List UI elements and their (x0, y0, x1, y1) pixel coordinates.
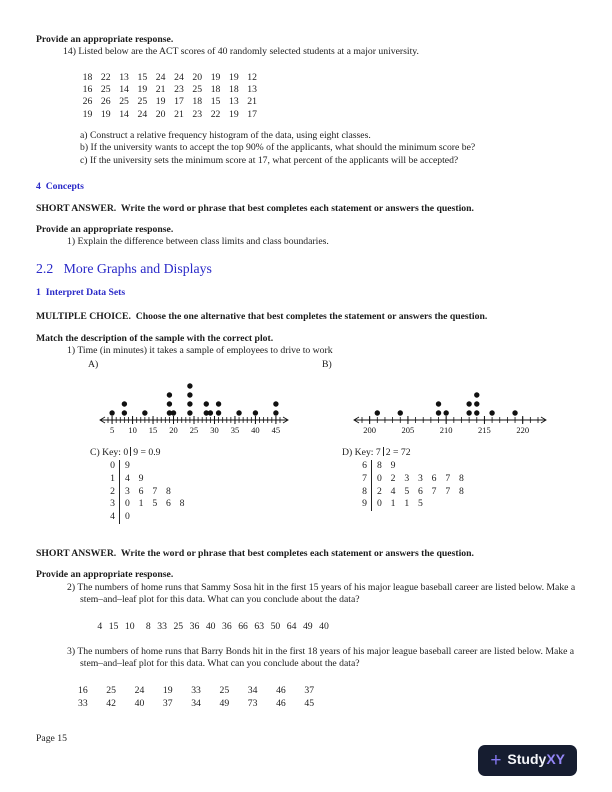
stem-value: 0 (110, 460, 115, 472)
options-a-b-row (88, 359, 576, 437)
question-14-part-a: a) Construct a relative frequency histogram of the data, using eight classes. (80, 130, 371, 141)
act-scores-row: 16 25 14 19 21 23 25 18 18 13 (82, 84, 257, 96)
leaf-values: 4 9 (119, 473, 147, 486)
data-dot (436, 410, 441, 415)
brand-name (507, 750, 565, 768)
question-14-text: Listed below are the ACT scores of 40 randomly selected students at a major university. (78, 46, 419, 58)
data-dot (474, 410, 479, 415)
short-answer-heading-1: SHORT ANSWER. Write the word or phrase that best completes each statement or answers the question. (36, 202, 474, 214)
stemleaf-row (358, 473, 576, 486)
tick-label: 45 (271, 424, 281, 435)
option-d-key: 7 2 = 72 (375, 446, 411, 458)
data-dot (208, 410, 213, 415)
data-dot (236, 410, 241, 415)
short-answer-heading-2: SHORT ANSWER. Write the word or phrase that best completes each statement or answers the question. (36, 547, 474, 559)
data-dot (466, 401, 471, 406)
tick-label: 35 (230, 424, 240, 435)
data-dot (187, 401, 192, 406)
plus-icon: + (490, 750, 502, 771)
stem-value: 9 (362, 498, 367, 510)
question-3-text: The numbers of home runs that Barry Bonds hit in the first 18 years of his major league baseball career are listed below. Make a stem–and–leaf plot for this data. What can you conclude about the data? (77, 645, 575, 670)
act-scores-row: 19 19 14 24 20 21 23 22 19 17 (82, 108, 257, 120)
stemleaf-row (106, 498, 342, 511)
concepts-heading: 4 Concepts (36, 181, 84, 193)
act-scores-table (74, 72, 576, 121)
concepts-question-1-text: Explain the difference between class limits and class boundaries. (77, 236, 329, 248)
brand-xy: XY (546, 750, 565, 767)
stemleaf-row (358, 486, 576, 499)
data-dot (436, 401, 441, 406)
section-2-2-heading: 2.2 More Graphs and Displays (36, 260, 212, 276)
bonds-data-table (78, 685, 576, 711)
tick-label: 25 (189, 424, 199, 435)
data-dot (167, 401, 172, 406)
data-dot (187, 410, 192, 415)
data-dot (109, 410, 114, 415)
leaf-values: 0 1 1 5 (371, 498, 426, 511)
data-dot (474, 392, 479, 397)
data-dot (204, 401, 209, 406)
tick-label: 10 (128, 424, 137, 435)
data-dot (216, 410, 221, 415)
page-number: Page 15 (36, 733, 67, 744)
dotplot-b (352, 374, 548, 438)
tick-label: 15 (148, 424, 158, 435)
question-3-bonds (36, 646, 576, 671)
stemleaf-d (358, 460, 576, 511)
option-a-label: A) (88, 359, 99, 371)
multiple-choice-heading: MULTIPLE CHOICE. Choose the one alternative that best completes the statement or answers the question. (36, 311, 488, 323)
question-14 (36, 46, 576, 58)
option-b-label: B) (322, 359, 332, 371)
option-c-key-line (90, 447, 342, 459)
data-dot (122, 410, 127, 415)
brand-study: Study (507, 750, 547, 767)
stem-value: 2 (110, 485, 115, 497)
bonds-data-row: 33 42 40 37 34 49 73 46 45 (78, 698, 315, 710)
stem-value: 4 (110, 511, 115, 523)
graphs-question-1-text: Time (in minutes) it takes a sample of employees to drive to work (77, 345, 333, 357)
stemleaf-row (106, 511, 342, 524)
question-2-sosa (36, 582, 576, 607)
stemleaf-row (106, 460, 342, 473)
question-14-part-b: b) If the university wants to accept the top 90% of the applicants, what should the minimum score be? (80, 142, 476, 154)
option-c-label: C) (90, 446, 100, 458)
leaf-values: 9 (119, 460, 133, 473)
data-dot (122, 401, 127, 406)
graphs-question-1-label: 1) (67, 345, 76, 357)
data-dot (512, 410, 517, 415)
data-dot (167, 392, 172, 397)
leaf-values: 8 9 (371, 460, 399, 473)
data-dot (489, 410, 494, 415)
studyxy-logo (478, 745, 577, 776)
dotplot-a (98, 374, 290, 438)
graphs-question-1 (36, 345, 576, 357)
option-c-key-prefix: Key: (102, 446, 124, 458)
leaf-values: 3 6 7 8 (119, 486, 174, 499)
stemleaf-row (358, 498, 576, 511)
match-description-heading: Match the description of the sample with the correct plot. (36, 332, 274, 344)
act-scores-row: 18 22 13 15 24 24 20 19 19 12 (82, 71, 257, 83)
data-dot (466, 410, 471, 415)
options-c-d-row (90, 447, 576, 524)
option-c-block (90, 447, 342, 524)
question-14-part-c: c) If the university sets the minimum score at 17, what percent of the applicants will be accepted? (80, 154, 459, 166)
provide-response-heading-1: Provide an appropriate response. (36, 34, 174, 45)
stemleaf-c (106, 460, 342, 524)
stem-value: 7 (362, 472, 367, 484)
tick-label: 210 (439, 424, 453, 435)
data-dot (216, 401, 221, 406)
stemleaf-row (106, 486, 342, 499)
tick-label: 40 (251, 424, 260, 435)
leaf-values: 0 2 3 3 6 7 8 (371, 473, 467, 486)
tick-label: 200 (363, 424, 377, 435)
sosa-data-row: 4 15 10 8 33 25 36 40 36 66 63 50 64 49 40 (97, 621, 329, 633)
act-scores-row: 26 26 25 25 19 17 18 15 13 21 (82, 96, 257, 108)
option-b-block (322, 359, 576, 437)
tick-label: 220 (516, 424, 530, 435)
stem-value: 1 (110, 472, 115, 484)
question-14-label: 14) (63, 46, 76, 58)
option-d-key-prefix: Key: (354, 446, 376, 458)
option-d-key-line (342, 447, 576, 459)
stem-value: 3 (110, 498, 115, 510)
leaf-values: 0 1 5 6 8 (119, 498, 188, 511)
stem-value: 6 (362, 460, 367, 472)
option-d-block (342, 447, 576, 524)
question-3-label: 3) (67, 645, 76, 657)
data-dot (142, 410, 147, 415)
interpret-data-sets-heading: 1 Interpret Data Sets (36, 286, 126, 298)
concepts-question-1-label: 1) (67, 236, 76, 248)
bonds-data-row: 16 25 24 19 33 25 34 46 37 (78, 684, 315, 696)
tick-label: 205 (401, 424, 415, 435)
concepts-question-1 (36, 236, 576, 248)
data-dot (375, 410, 380, 415)
data-dot (273, 410, 278, 415)
option-d-label: D) (342, 446, 353, 458)
tick-label: 20 (169, 424, 178, 435)
leaf-values: 0 (119, 511, 133, 524)
tick-label: 30 (210, 424, 219, 435)
data-dot (171, 410, 176, 415)
question-14-parts (80, 130, 576, 167)
data-dot (474, 401, 479, 406)
data-dot (443, 410, 448, 415)
data-dot (273, 401, 278, 406)
data-dot (187, 383, 192, 388)
data-dot (398, 410, 403, 415)
option-c-key: 0 9 = 0.9 (123, 446, 161, 458)
tick-label: 215 (478, 424, 491, 435)
provide-response-heading-3: Provide an appropriate response. (36, 569, 174, 581)
option-a-block (88, 359, 322, 437)
tick-label: 5 (109, 424, 115, 435)
leaf-values: 2 4 5 6 7 7 8 (371, 486, 467, 499)
provide-response-heading-2: Provide an appropriate response. (36, 224, 174, 236)
stem-leaf-divider (130, 447, 131, 456)
data-dot (253, 410, 258, 415)
question-2-text: The numbers of home runs that Sammy Sosa hit in the first 15 years of his major league baseball career are listed below. Make a stem–and–leaf plot for this data. What can you conclude about the data? (77, 581, 576, 606)
stemleaf-row (106, 473, 342, 486)
data-dot (187, 392, 192, 397)
stem-value: 8 (362, 485, 367, 497)
stem-leaf-divider (383, 447, 384, 456)
stemleaf-row (358, 460, 576, 473)
question-2-label: 2) (67, 581, 76, 593)
